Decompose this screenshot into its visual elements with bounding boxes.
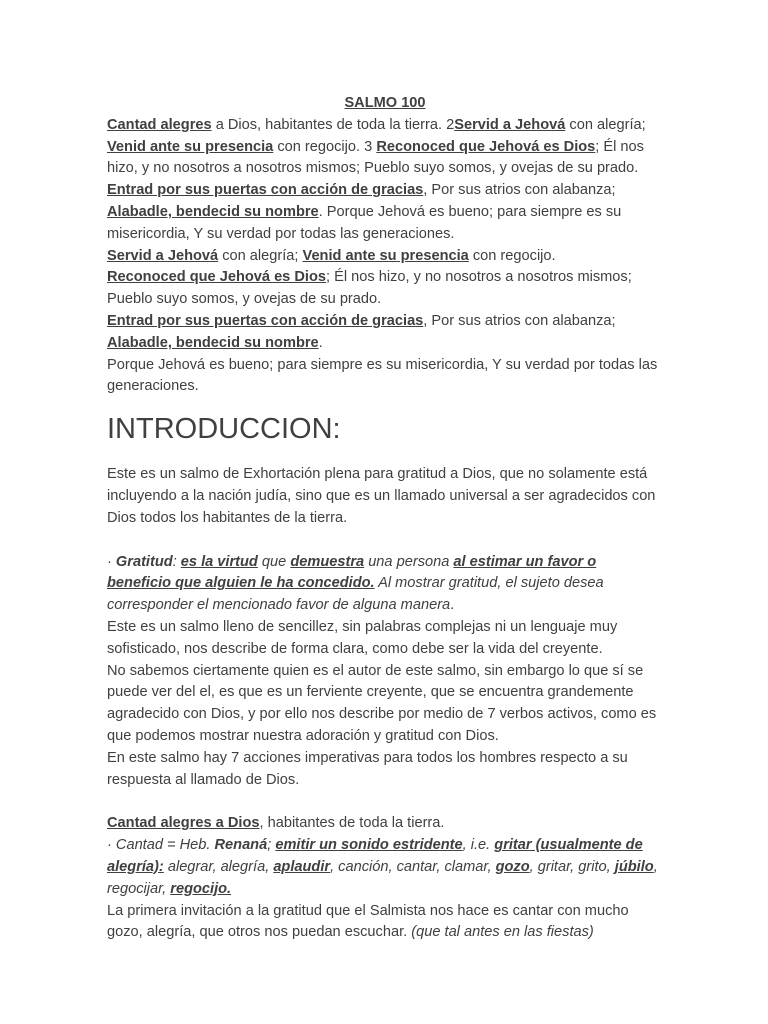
phrase-venid: Venid ante su presencia xyxy=(302,247,469,264)
text: . xyxy=(318,334,323,351)
phrase-sonido: emitir un sonido estridente xyxy=(275,837,463,854)
text: alegrar, alegría, xyxy=(163,858,274,875)
phrase-reconoced: Reconoced que Jehová es Dios xyxy=(107,269,326,286)
text: ; Él nos hizo, y no nosotros a nosotros mismos; Pueblo suyo somos, y ovejas de su prado. xyxy=(107,138,644,177)
phrase-reconoced: Reconoced que Jehová es Dios xyxy=(376,138,596,155)
psalm-full-text xyxy=(107,115,663,246)
text: Al mostrar gratitud, el sujeto desea corresponder el mencionado favor de alguna manera xyxy=(107,575,604,614)
text: · Cantad = Heb. xyxy=(107,837,215,854)
phrase-gritar: gritar (usualmente de alegría): xyxy=(107,837,643,875)
text: . xyxy=(450,597,455,614)
text: ; Él nos hizo, y no nosotros a nosotros mismos; Pueblo suyo somos, y ovejas de su prado. xyxy=(107,269,632,308)
parenthetical-note: (que tal antes en las fiestas) xyxy=(411,924,594,941)
bullet: · xyxy=(107,553,116,570)
phrase-jubilo: júbilo xyxy=(614,858,654,875)
text: , regocijar, xyxy=(107,858,658,897)
text: , Por sus atrios con alabanza; xyxy=(423,312,616,329)
phrase-venid: Venid ante su presencia xyxy=(107,138,274,155)
term-renana: Renaná xyxy=(214,837,268,854)
verse-4 xyxy=(107,311,663,355)
text: a Dios, habitantes de toda la tierra. 2 xyxy=(211,116,455,133)
text: con alegría; xyxy=(218,247,303,264)
verse-2 xyxy=(107,246,663,268)
text: , gritar, grito, xyxy=(529,858,615,875)
phrase-servid: Servid a Jehová xyxy=(454,116,566,133)
phrase-alabadle: Alabadle, bendecid su nombre xyxy=(107,334,319,351)
text: con alegría; xyxy=(565,116,646,133)
text: , canción, cantar, clamar, xyxy=(330,858,496,875)
verse-3 xyxy=(107,267,663,311)
phrase-cantad-alegres: Cantad alegres a Dios xyxy=(107,815,260,832)
phrase-regocijo: regocijo. xyxy=(170,880,232,897)
final-paragraph xyxy=(107,901,663,945)
phrase-demuestra: demuestra xyxy=(290,553,365,570)
phrase-servid: Servid a Jehová xyxy=(107,247,219,264)
intro-paragraph-4: En este salmo hay 7 acciones imperativas para todos los hombres respecto a su respuesta al llamado de Dios. xyxy=(107,749,628,788)
text: ; xyxy=(267,837,276,854)
text: . Porque Jehová es bueno; para siempre es su misericordia, Y su verdad por todas las generaciones. xyxy=(107,203,622,242)
verse-5: Porque Jehová es bueno; para siempre es su misericordia, Y su verdad por todas las generaciones. xyxy=(107,356,658,395)
text: con regocijo. xyxy=(468,247,556,264)
text: , Por sus atrios con alabanza; xyxy=(423,182,616,199)
phrase-virtud: es la virtud xyxy=(180,553,258,570)
term-gratitud: Gratitud xyxy=(115,553,173,570)
gratitud-definition xyxy=(107,552,663,617)
document-page xyxy=(107,93,663,944)
phrase-entrad: Entrad por sus puertas con acción de gracias xyxy=(107,312,424,329)
intro-paragraph-2: Este es un salmo lleno de sencillez, sin palabras complejas ni un lenguaje muy sofisticado, nos describe de forma clara, como debe ser la vida del creyente. xyxy=(107,618,618,657)
psalm-title: SALMO 100 xyxy=(344,95,426,111)
phrase-aplaudir: aplaudir xyxy=(273,858,331,875)
text: La primera invitación a la gratitud que el Salmista nos hace es cantar con mucho gozo, alegría, que otros nos puedan escuchar. xyxy=(107,902,629,941)
text: , habitantes de toda la tierra. xyxy=(259,815,445,832)
text: , i.e. xyxy=(462,837,495,854)
spacer xyxy=(107,530,663,552)
phrase-entrad: Entrad por sus puertas con acción de gracias xyxy=(107,182,424,199)
text: : xyxy=(172,553,181,570)
spacer xyxy=(107,791,663,813)
phrase-alabadle: Alabadle, bendecid su nombre xyxy=(107,203,319,220)
hebrew-definition xyxy=(107,835,663,900)
intro-paragraph-3: No sabemos ciertamente quien es el autor de este salmo, sin embargo lo que sí se puede ver del el, es que es un ferviente creyente, que se encuentra grandemente agradecido con Dios, y por ello nos describe por medio de 7 verbos activos, como es que podemos mostrar nuestra adoración y gratitud con Dios. xyxy=(107,662,657,744)
phrase-estimar: al estimar un favor o beneficio que alguien le ha concedido. xyxy=(107,553,597,592)
text: que xyxy=(257,553,291,570)
text: con regocijo. 3 xyxy=(273,138,377,155)
text: una persona xyxy=(364,553,454,570)
intro-paragraph-1: Este es un salmo de Exhortación plena para gratitud a Dios, que no solamente está incluyendo a la nación judía, sino que es un llamado universal a ser agradecidos con Dios todos los habitantes de la tierra. xyxy=(107,466,656,526)
phrase-cantad: Cantad alegres xyxy=(107,116,212,133)
section-heading: INTRODUCCION: xyxy=(107,413,341,446)
phrase-gozo: gozo xyxy=(495,858,530,875)
cantad-line xyxy=(107,813,663,835)
